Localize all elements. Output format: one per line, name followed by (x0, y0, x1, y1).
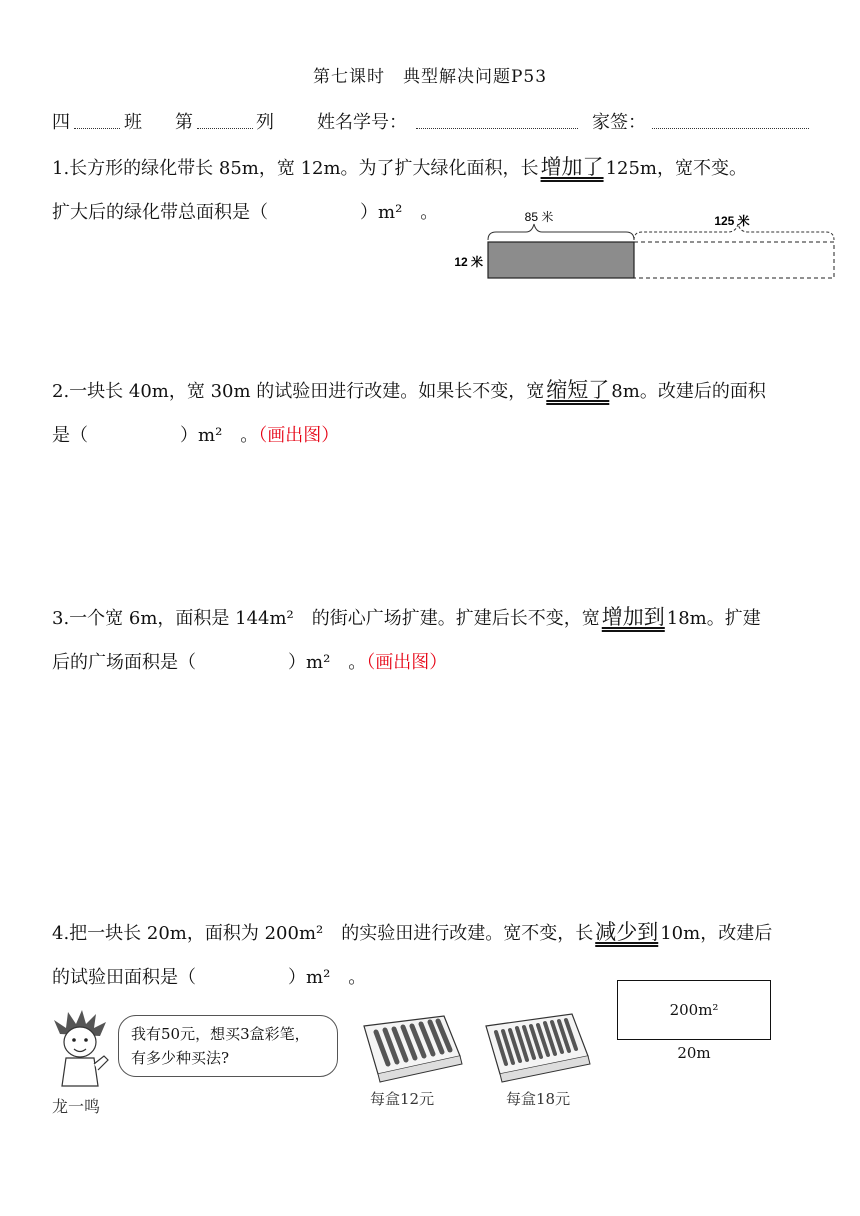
q3-text-b: 18m。扩建 (666, 608, 761, 629)
box2-price: 每盒18元 (506, 1090, 571, 1108)
q4-length-label: 20m (677, 1044, 711, 1062)
bubble-line-1: 我有50元，想买3盒彩笔， (131, 1025, 310, 1043)
grade-text: 四 (52, 112, 70, 133)
box1-price: 每盒12元 (370, 1090, 435, 1108)
q4-rectangle: 200m² (617, 980, 771, 1040)
original-strip (488, 242, 634, 278)
added-strip (634, 242, 834, 278)
q1-unit: ）m² 。 (360, 202, 439, 223)
question-2 (52, 368, 822, 458)
q1-emphasis: 增加了 (540, 155, 604, 179)
character-name: 龙一鸣 (52, 1097, 101, 1116)
q1-text-b: 125m，宽不变。 (605, 158, 747, 179)
q2-unit: ）m² 。 (180, 425, 259, 446)
bubble-line-2: 有多少种买法? (131, 1049, 230, 1067)
sign-label: 家签： (592, 112, 646, 133)
q3-text-c: 后的广场面积是（ (52, 652, 196, 673)
q1-rectangle-diagram (440, 200, 840, 290)
sign-blank[interactable] (652, 128, 809, 129)
seat-prefix: 第 (175, 112, 193, 133)
q2-emphasis: 缩短了 (546, 378, 610, 402)
label-12: 12 米 (454, 255, 483, 269)
q4-emphasis: 减少到 (595, 920, 659, 944)
seat-label: 列 (256, 112, 274, 133)
q3-draw-hint: （画出图） (366, 652, 448, 673)
q2-text-b: 8m。改建后的面积 (611, 381, 766, 402)
q4-text-b: 10m，改建后 (660, 923, 773, 944)
q3-unit: ）m² 。 (288, 652, 367, 673)
pen-box-18-illustration (480, 1008, 592, 1084)
q2-text-a: 2.一块长 40m，宽 30m 的试验田进行改建。如果长不变，宽 (52, 381, 545, 402)
label-125: 125 米 (714, 214, 750, 228)
brace-85 (488, 224, 634, 240)
q4-unit: ）m² 。 (288, 967, 367, 988)
question-3 (52, 595, 822, 685)
q2-draw-hint: （画出图） (258, 425, 340, 446)
speech-bubble (118, 1015, 338, 1077)
q2-text-c: 是（ (52, 425, 88, 446)
class-label: 班 (124, 112, 142, 133)
label-85: 85 米 (524, 210, 554, 224)
class-blank[interactable] (74, 128, 120, 129)
name-label: 姓名学号： (317, 112, 407, 133)
boy-character-illustration (50, 1008, 112, 1092)
q3-text-a: 3.一个宽 6m，面积是 144m² 的街心广场扩建。扩建后长不变，宽 (52, 608, 600, 629)
student-info-line (52, 108, 812, 134)
q1-text-a: 1.长方形的绿化带长 85m，宽 12m。为了扩大绿化面积，长 (52, 158, 539, 179)
seat-blank[interactable] (197, 128, 253, 129)
pen-box-12-illustration (358, 1012, 464, 1084)
name-blank[interactable] (416, 128, 578, 129)
q1-text-c: 扩大后的绿化带总面积是（ (52, 202, 268, 223)
page-title: 第七课时 典型解决问题P53 (312, 67, 548, 87)
q4-text-c: 的试验田面积是（ (52, 967, 196, 988)
q3-emphasis: 增加到 (601, 605, 665, 629)
q4-text-a: 4.把一块长 20m，面积为 200m² 的实验田进行改建。宽不变，长 (52, 923, 594, 944)
